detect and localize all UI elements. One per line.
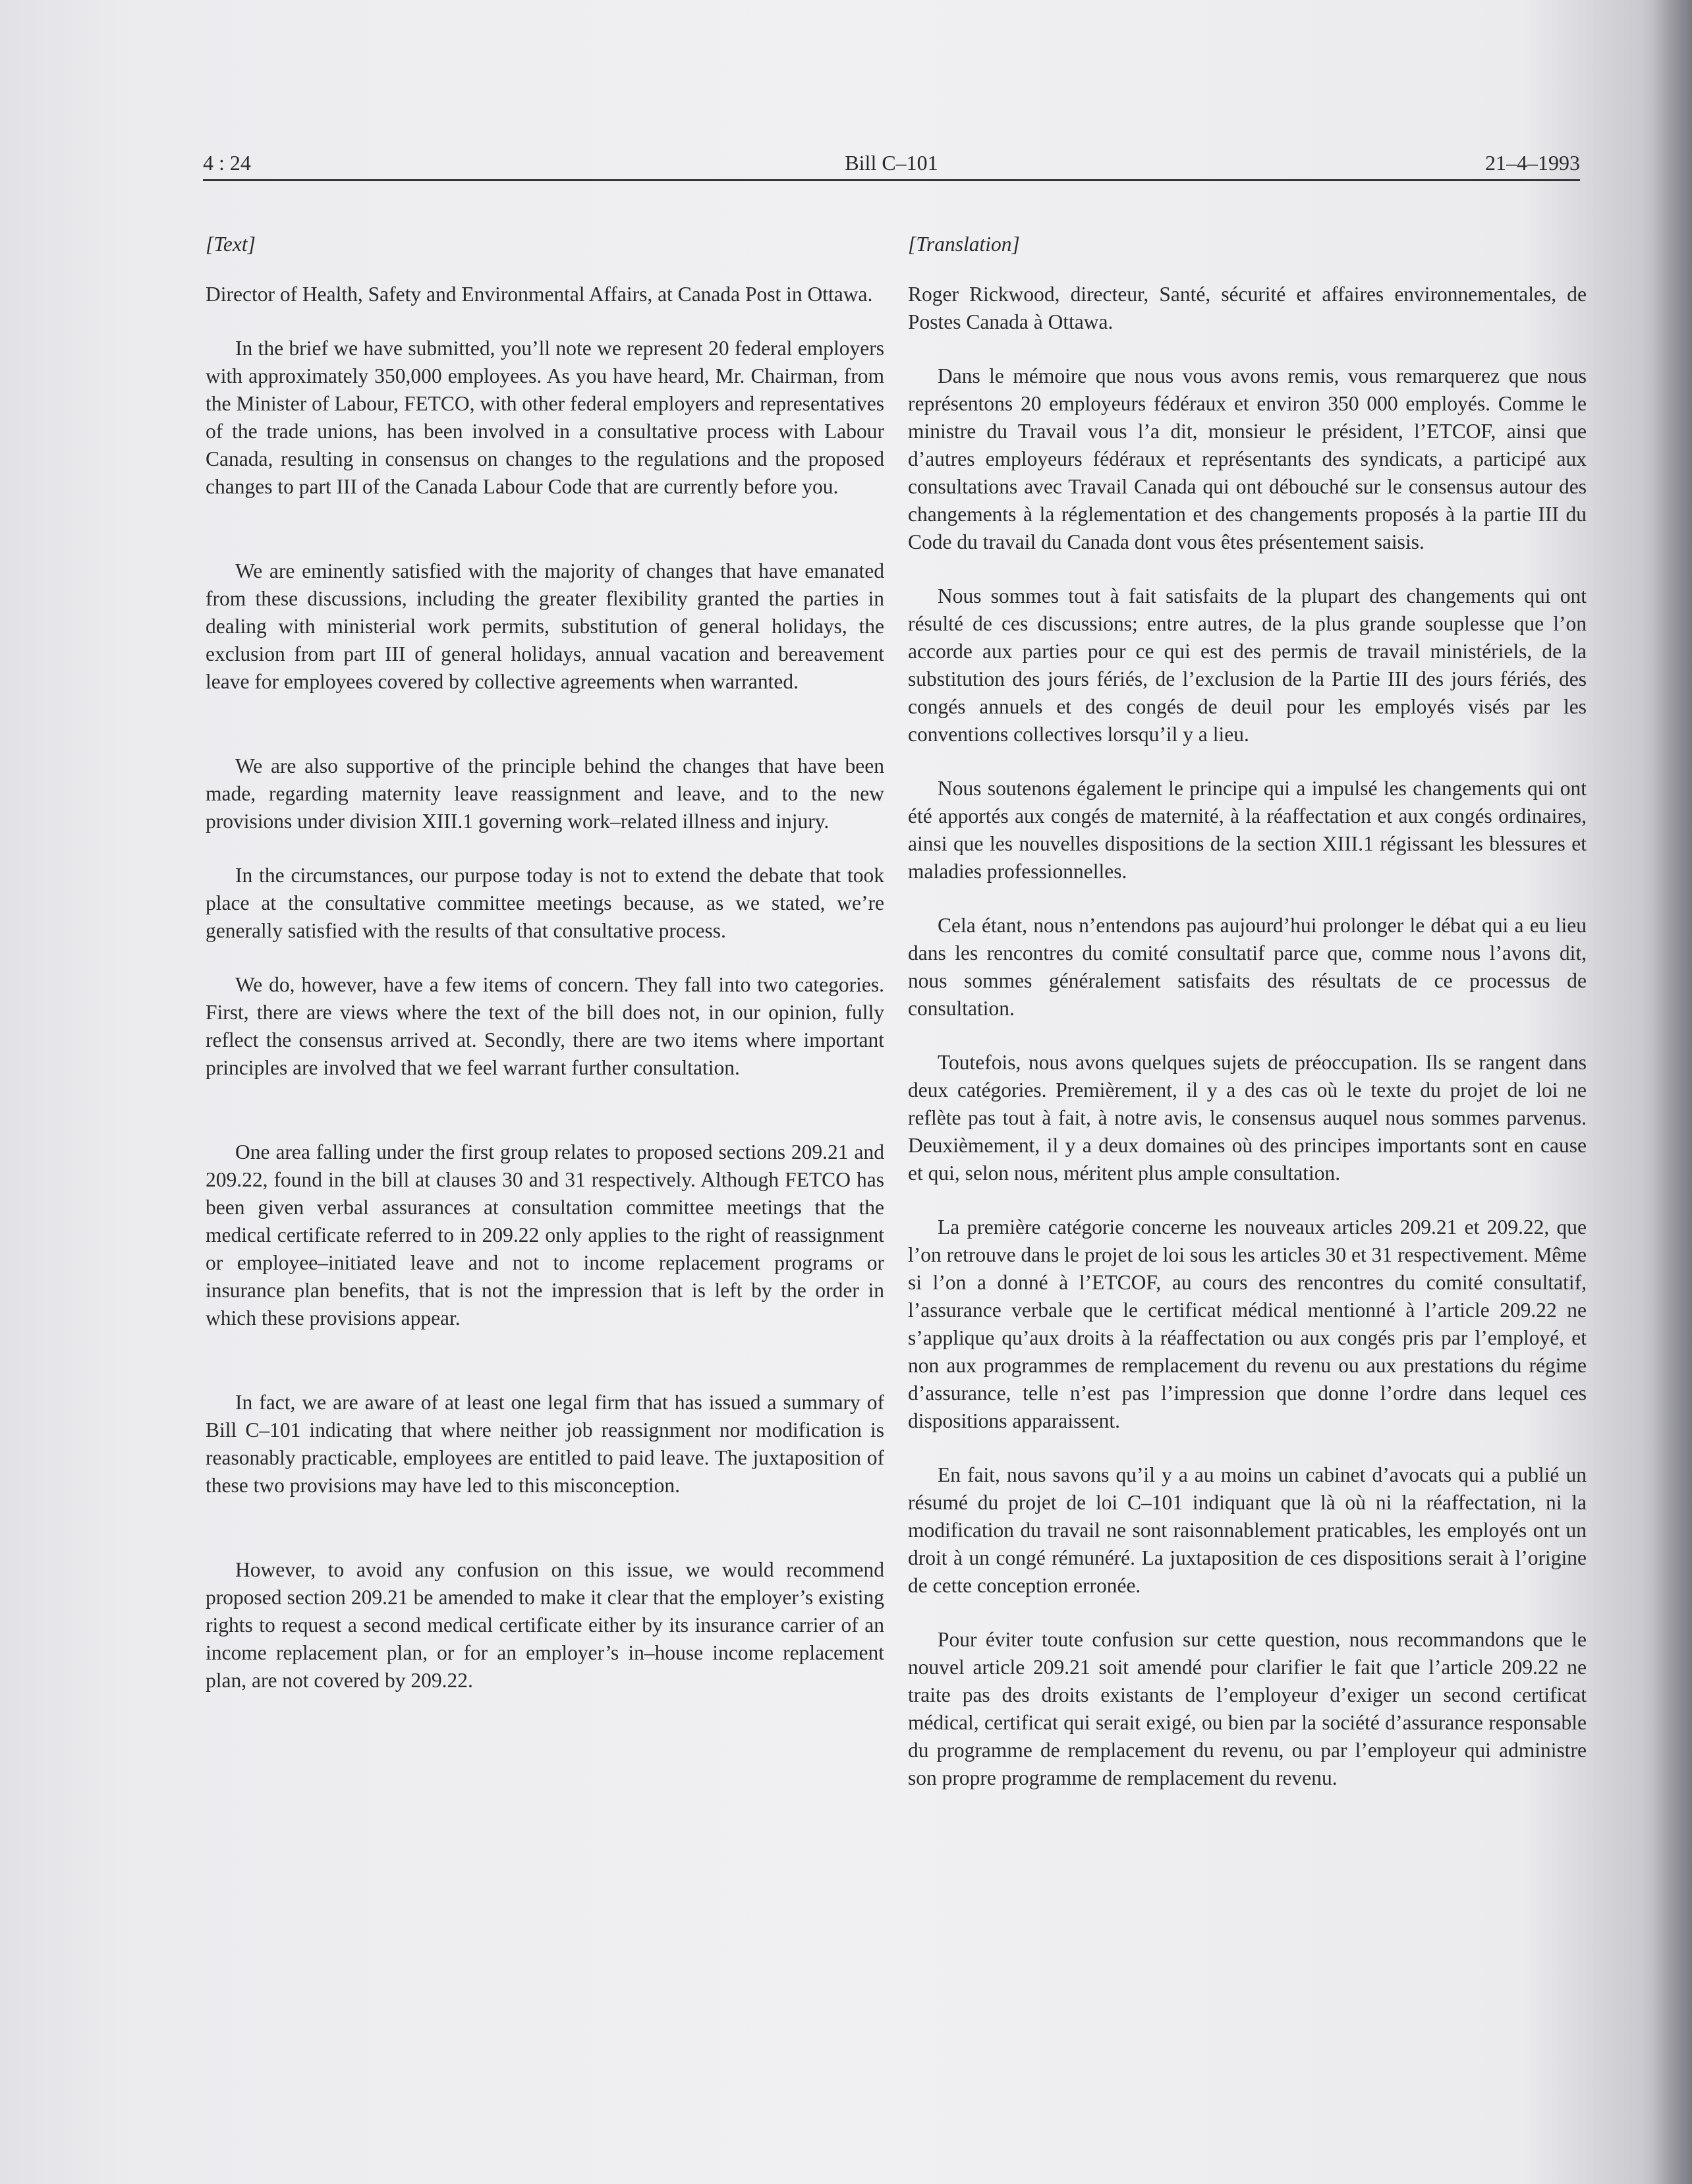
header-date: 21–4–1993 <box>1485 151 1580 175</box>
paragraph: Director of Health, Safety and Environmental Affairs, at Canada Post in Ottawa. <box>206 283 873 306</box>
paragraph: Cela étant, nous n’entendons pas aujourd’hui prolonger le débat qui a eu lieu dans les rencontres du comité consultatif parce que, comme nous l’avons dit, nous sommes généralement satisfaits des résultats de ce processus de consultation. <box>908 914 1587 1020</box>
translation-label: [Translation] <box>908 233 1020 256</box>
header-rule <box>203 179 1580 181</box>
running-header <box>203 146 1580 179</box>
english-column <box>206 231 884 1694</box>
paragraph: In fact, we are aware of at least one legal firm that has issued a summary of Bill C–101 indicating that where neither job reassignment nor modification is reasonably practicable, employees are entitled to paid leave. The juxtaposition of these two provisions may have led to this misconception. <box>206 1391 884 1497</box>
paragraph: En fait, nous savons qu’il y a au moins un cabinet d’avocats qui a publié un résumé du projet de loi C–101 indiquant que là où ni la réaffectation, ni la modification du travail ne sont raisonnablement praticables, les employés ont un droit à un congé rémunéré. La juxtaposition de ces dispositions serait à l’origine de cette conception erronée. <box>908 1463 1587 1597</box>
paragraph: One area falling under the first group relates to proposed sections 209.21 and 209.22, found in the bill at clauses 30 and 31 respectively. Although FETCO has been given verbal assurances at consultation committee meetings that the medical certificate referred to in 209.22 only applies to the right of reassignment or employee–initiated leave and not to income replacement programs or insurance plan benefits, that is not the impression that is left by the order in which these provisions appear. <box>206 1140 884 1330</box>
paragraph: La première catégorie concerne les nouveaux articles 209.21 et 209.22, que l’on retrouve dans le projet de loi sous les articles 30 et 31 respectivement. Même si l’on a donné à l’ETCOF, au cours des rencontres du comité consultatif, l’assurance verbale que le certificat médical mentionné à l’article 209.22 ne s’applique qu’aux droits à la réaffectation ou aux congés pris par l’employé, et non aux programmes de remplacement du revenu ou aux prestations du régime d’assurance, telle n’est pas l’impression que donne l’ordre dans lequel ces dispositions apparaissent. <box>908 1216 1587 1432</box>
paragraph: In the brief we have submitted, you’ll note we represent 20 federal employers with approximately 350,000 employees. As you have heard, Mr. Chairman, from the Minister of Labour, FETCO, with other federal employers and representatives of the trade unions, has been involved in a consultative process with Labour Canada, resulting in consensus on changes to the regulations and the proposed changes to part III of the Canada Labour Code that are currently before you. <box>206 337 884 498</box>
text-label: [Text] <box>206 233 256 256</box>
paragraph: However, to avoid any confusion on this issue, we would recommend proposed section 209.21 be amended to make it clear that the employer’s existing rights to request a second medical certificate either by its insurance carrier of an income replacement plan, or for an employer’s in–house income replacement plan, are not covered by 209.22. <box>206 1558 884 1692</box>
paragraph: Pour éviter toute confusion sur cette question, nous recommandons que le nouvel article 209.21 soit amendé pour clarifier le fait que l’article 209.22 ne traite pas des droits existants de l’employeur d’exiger un second certificat médical, certificat qui serait exigé, ou bien par la société d’assurance responsable du programme de remplacement du revenu, ou par l’employeur qui administre son propre programme de remplacement du revenu. <box>908 1628 1587 1789</box>
page-reference: 4 : 24 <box>203 151 251 175</box>
paragraph: Roger Rickwood, directeur, Santé, sécurité et affaires environnementales, de Postes Canada à Ottawa. <box>908 283 1587 333</box>
french-column <box>908 231 1587 1792</box>
paragraph: Nous soutenons également le principe qui a impulsé les changements qui ont été apportés aux congés de maternité, à la réaffectation et aux congés ordinaires, ainsi que les nouvelles dispositions de la section XIII.1 régissant les blessures et maladies professionnelles. <box>908 777 1587 883</box>
paragraph: Nous sommes tout à fait satisfaits de la plupart des changements qui ont résulté de ces discussions; entre autres, de la plus grande souplesse que l’on accorde aux parties pour ce qui est des permis de travail ministériels, de la substitution des jours fériés, de l’exclusion de la Partie III des jours fériés, des congés annuels et des congés de deuil pour les employés visés par les conventions collectives lorsqu’il y a lieu. <box>908 584 1587 746</box>
paragraph: We do, however, have a few items of concern. They fall into two categories. First, there are views where the text of the bill does not, in our opinion, fully reflect the consensus arrived at. Secondly, there are two items where important principles are involved that we feel warrant further consultation. <box>206 973 884 1079</box>
paragraph: In the circumstances, our purpose today is not to extend the debate that took place at the consultative committee meetings because, as we stated, we’re generally satisfied with the results of that consultative process. <box>206 864 884 942</box>
paragraph: Dans le mémoire que nous vous avons remis, vous remarquerez que nous représentons 20 employeurs fédéraux et environ 350 000 employés. Comme le ministre du Travail vous l’a dit, monsieur le président, l’ETCOF, ainsi que d’autres employeurs fédéraux et représentants des syndicats, a participé aux consultations avec Travail Canada qui ont débouché sur le consensus autour des changements à la réglementation et des changements proposés à la partie III du Code du travail du Canada dont vous êtes présentement saisis. <box>908 364 1587 553</box>
paragraph: We are also supportive of the principle behind the changes that have been made, regarding maternity leave reassignment and leave, and to the new provisions under division XIII.1 governing work–related illness and injury. <box>206 754 884 833</box>
paragraph: We are eminently satisfied with the majority of changes that have emanated from these discussions, including the greater flexibility granted the parties in dealing with ministerial work permits, substitution of general holidays, the exclusion from part III of general holidays, annual vacation and bereavement leave for employees covered by collective agreements when warranted. <box>206 559 884 693</box>
paragraph: Toutefois, nous avons quelques sujets de préoccupation. Ils se rangent dans deux catégories. Premièrement, il y a des cas où le texte du projet de loi ne reflète pas tout à fait, à notre avis, le consensus auquel nous sommes parvenus. Deuxièmement, il y a deux domaines où des principes importants sont en cause et qui, selon nous, méritent plus ample consultation. <box>908 1051 1587 1185</box>
document-title: Bill C–101 <box>845 151 938 175</box>
